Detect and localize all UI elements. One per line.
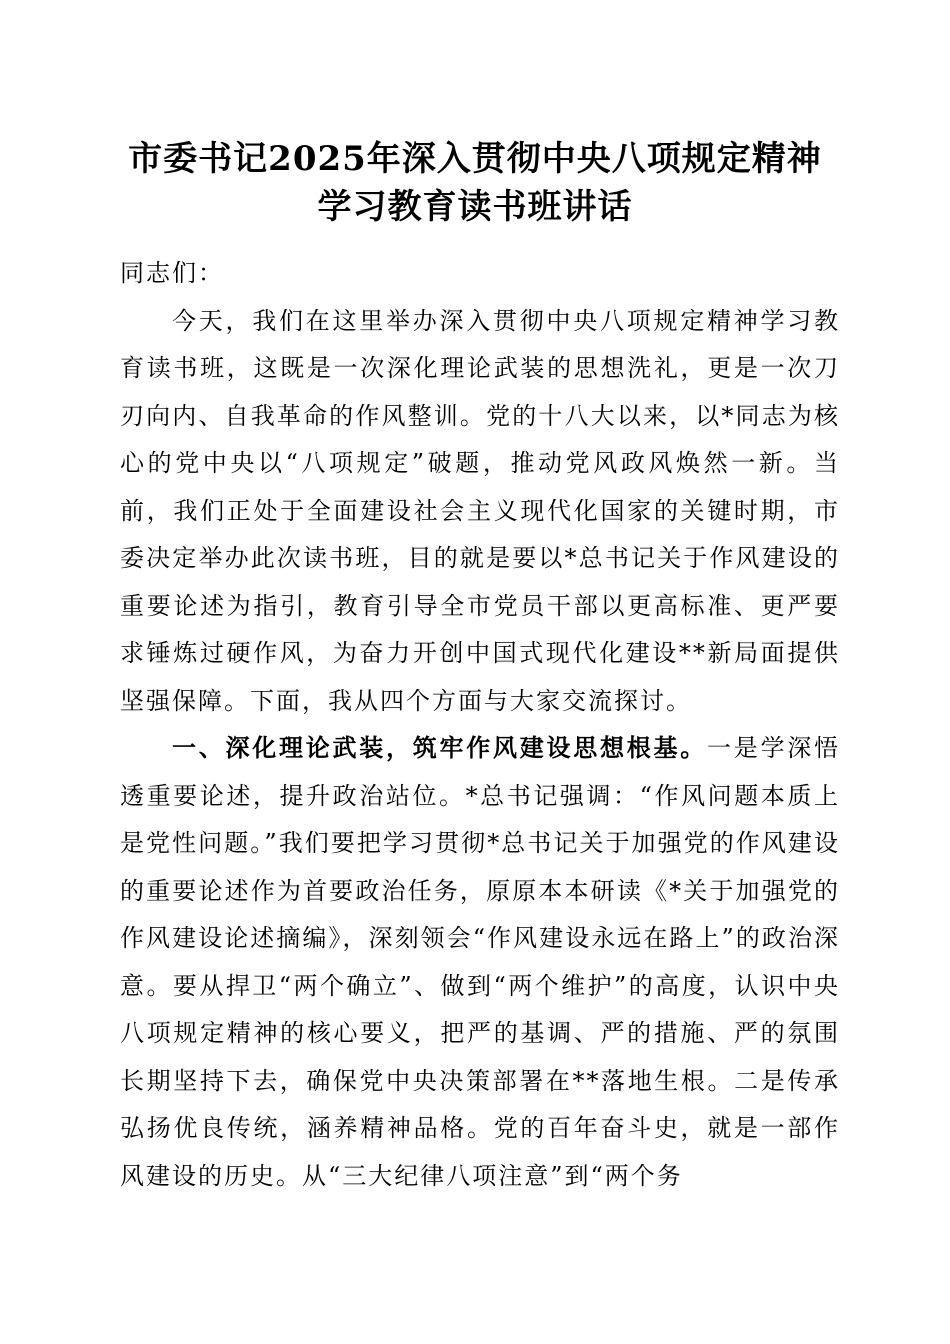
title-line-1: 市委书记2025年深入贯彻中央八项规定精神 <box>128 139 822 179</box>
document-title <box>100 135 850 231</box>
document-body <box>120 250 840 1200</box>
salutation: 同志们： <box>120 259 224 287</box>
title-line-2: 学习教育读书班讲话 <box>317 187 633 227</box>
section-1-body: 一是学深悟透重要论述，提升政治站位。*总书记强调：“作风问题本质上是党性问题。”我们要把学习贯彻*总书记关于加强党的作风建设的重要论述作为首要政治任务，原原本本研读《*关于加强党的作风建设论述摘编》，深刻领会“作风建设永远在路上”的政治深意。要从捍卫“两个确立”、做到“两个维护”的高度，认识中央八项规定精神的核心要义，把严的基调、严的措施、严的氛围长期坚持下去，确保党中央决策部署在**落地生根。二是传承弘扬优良传统，涵养精神品格。党的百年奋斗史，就是一部作风建设的历史。从“三大纪律八项注意”到“两个务 <box>120 734 840 1190</box>
section-1-paragraph <box>120 725 840 1200</box>
section-1-heading: 一、深化理论武装，筑牢作风建设思想根基。 <box>172 734 707 762</box>
opening-paragraph: 今天，我们在这里举办深入贯彻中央八项规定精神学习教育读书班，这既是一次深化理论武装的思想洗礼，更是一次刀刃向内、自我革命的作风整训。党的十八大以来，以*同志为核心的党中央以“八项规定”破题，推动党风政风焕然一新。当前，我们正处于全面建设社会主义现代化国家的关键时期，市委决定举办此次读书班，目的就是要以*总书记关于作风建设的重要论述为指引，教育引导全市党员干部以更高标准、更严要求锤炼过硬作风，为奋力开创中国式现代化建设**新局面提供坚强保障。下面，我从四个方面与大家交流探讨。 <box>120 306 840 715</box>
